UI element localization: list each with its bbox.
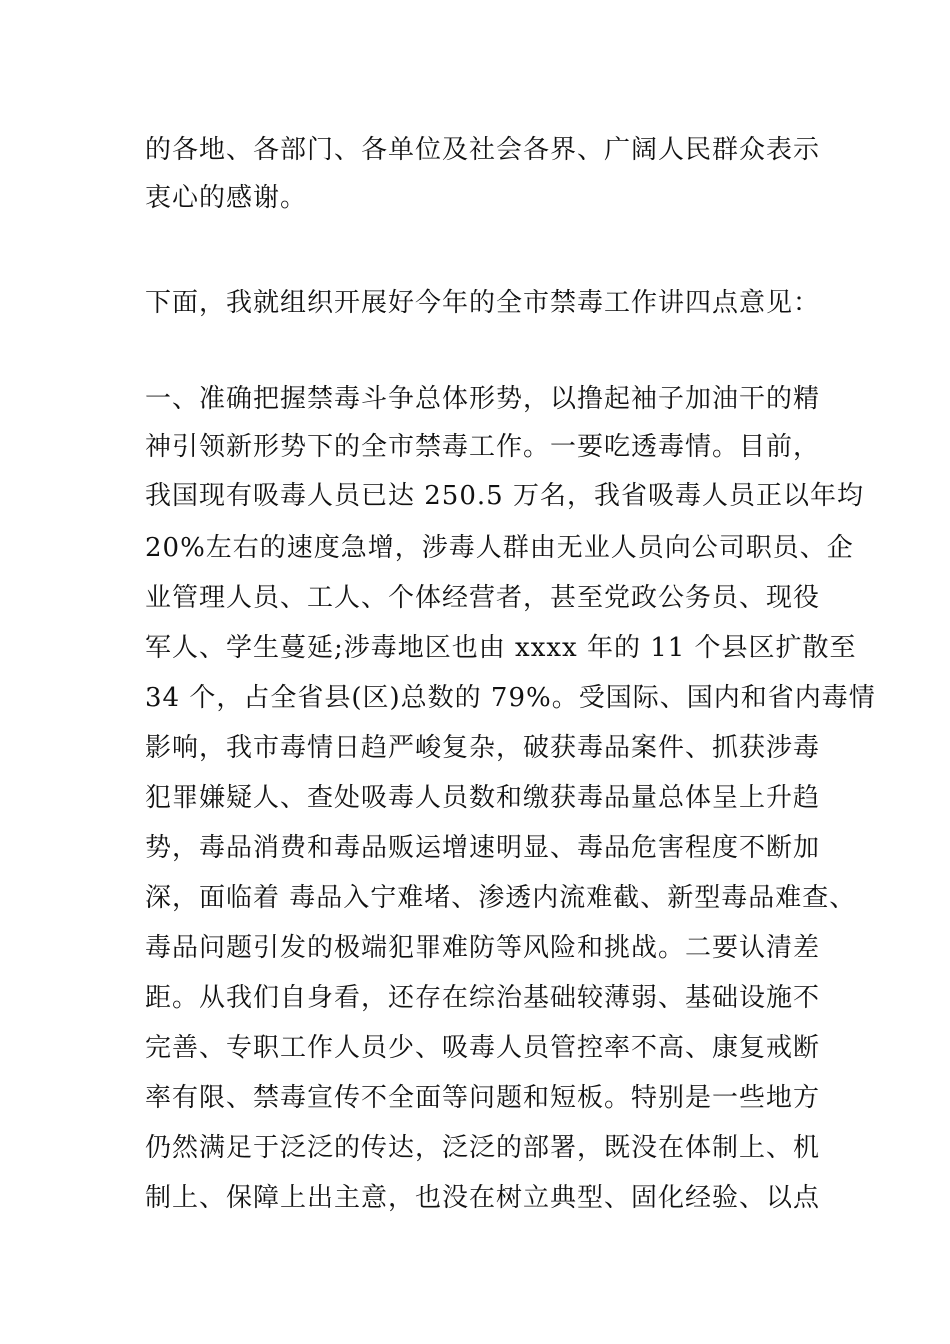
paragraph-3-line-17: 制上、保障上出主意，也没在树立典型、固化经验、以点 — [145, 1183, 821, 1213]
paragraph-3-line-4: 20%左右的速度急增，涉毒人群由无业人员向公司职员、企 — [145, 533, 854, 563]
paragraph-3-line-6: 军人、学生蔓延;涉毒地区也由 xxxx 年的 11 个县区扩散至 — [145, 633, 857, 663]
paragraph-3-line-14: 完善、专职工作人员少、吸毒人员管控率不高、康复戒断 — [145, 1033, 821, 1063]
paragraph-1-line-1: 的各地、各部门、各单位及社会各界、广阔人民群众表示 — [145, 135, 821, 165]
paragraph-3-line-7: 34 个，占全省县(区)总数的 79%。受国际、国内和省内毒情 — [145, 683, 876, 713]
paragraph-2-line-1: 下面，我就组织开展好今年的全市禁毒工作讲四点意见： — [145, 288, 821, 318]
paragraph-3-line-13: 距。从我们自身看，还存在综治基础较薄弱、基础设施不 — [145, 983, 821, 1013]
paragraph-3-line-3: 我国现有吸毒人员已达 250.5 万名，我省吸毒人员正以年均 — [145, 481, 864, 511]
paragraph-3-line-2: 神引领新形势下的全市禁毒工作。一要吃透毒情。目前， — [145, 432, 821, 462]
paragraph-3-line-11: 深，面临着 毒品入宁难堵、渗透内流难截、新型毒品难查、 — [145, 883, 857, 913]
paragraph-3-line-9: 犯罪嫌疑人、查处吸毒人员数和缴获毒品量总体呈上升趋 — [145, 783, 821, 813]
paragraph-1-line-2: 衷心的感谢。 — [145, 183, 308, 213]
paragraph-3-line-1: 一、准确把握禁毒斗争总体形势，以撸起袖子加油干的精 — [145, 384, 821, 414]
paragraph-3-line-10: 势，毒品消费和毒品贩运增速明显、毒品危害程度不断加 — [145, 833, 821, 863]
paragraph-3-line-8: 影响，我市毒情日趋严峻复杂，破获毒品案件、抓获涉毒 — [145, 733, 821, 763]
paragraph-3-line-12: 毒品问题引发的极端犯罪难防等风险和挑战。二要认清差 — [145, 933, 821, 963]
paragraph-3-line-5: 业管理人员、工人、个体经营者，甚至党政公务员、现役 — [145, 583, 821, 613]
paragraph-3-line-16: 仍然满足于泛泛的传达，泛泛的部署，既没在体制上、机 — [145, 1133, 821, 1163]
paragraph-3-line-15: 率有限、禁毒宣传不全面等问题和短板。特别是一些地方 — [145, 1083, 821, 1113]
